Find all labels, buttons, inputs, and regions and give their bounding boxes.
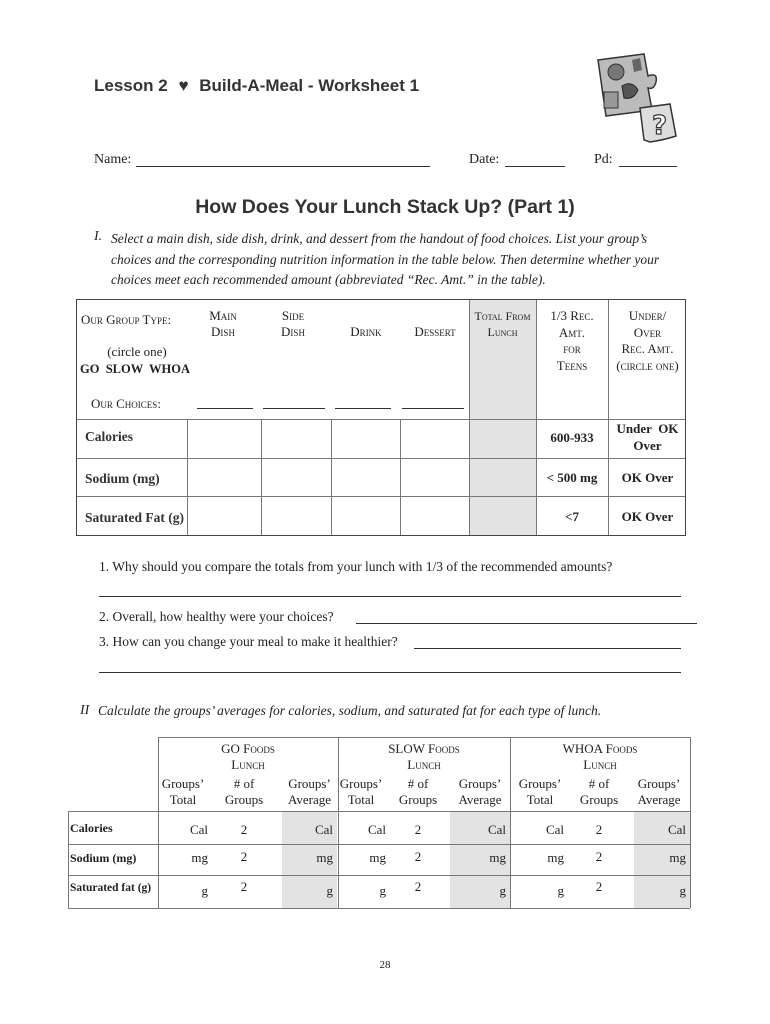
section1-numeral: I. (94, 229, 103, 244)
go-calories-count: 2 (240, 822, 248, 837)
go-groups-total-header: Groups’ Total (161, 776, 205, 807)
side-dish-choice-field[interactable] (263, 408, 325, 409)
lesson-heading (94, 76, 419, 96)
whoa-satfat-average[interactable]: g (679, 883, 686, 898)
row-satfat-options[interactable]: OK Over (621, 509, 674, 524)
question-1-answer-line[interactable] (99, 596, 681, 597)
section1-instructions: Select a main dish, side dish, drink, and dessert from the handout of food choices. List your group’s choices and the corresponding nutrition information in the table below. Then determine whether your choices meet each recommended amount (abbreviated “Rec. Amt.” in the table). (111, 231, 660, 287)
drink-choice-field[interactable] (335, 408, 391, 409)
slow-groups-average-header: Groups’ Average (458, 776, 502, 807)
go-sodium-total[interactable]: mg (191, 850, 208, 865)
row-sodium-rec: < 500 mg (546, 470, 598, 485)
section2-numeral: II (80, 703, 90, 718)
worksheet-title: Build-A-Meal - Worksheet 1 (199, 76, 420, 95)
go-sodium-count: 2 (240, 849, 248, 864)
date-label: Date: (469, 152, 500, 167)
whoa-calories-total[interactable]: Cal (545, 822, 564, 837)
slow-satfat-count: 2 (414, 879, 422, 894)
col-total-from-lunch: Total From Lunch (474, 309, 531, 339)
whoa-sodium-total[interactable]: mg (547, 850, 564, 865)
slow-satfat-average[interactable]: g (499, 883, 506, 898)
date-field[interactable] (505, 166, 565, 167)
svg-text:?: ? (652, 111, 668, 141)
page-number: 28 (379, 959, 391, 971)
row-sodium-label: Sodium (mg) (85, 471, 160, 486)
go-groups-average-header: Groups’ Average (287, 776, 332, 807)
row-calories-label: Calories (85, 429, 133, 444)
our-choices-label: Our Choices: (91, 396, 161, 411)
col-rec-amount: 1/3 Rec. Amt. for Teens (550, 308, 594, 373)
go-num-groups-header: # of Groups (224, 776, 264, 807)
row-calories-rec: 600-933 (550, 430, 594, 445)
question-2: 2. Overall, how healthy were your choices? (99, 609, 334, 624)
col-side-dish: Side Dish (281, 308, 305, 339)
slow-calories-total[interactable]: Cal (367, 822, 386, 837)
go-calories-average[interactable]: Cal (314, 822, 333, 837)
choices-table (76, 299, 686, 536)
col-under-over: Under/ Over Rec. Amt. (circle one) (616, 308, 679, 373)
slow-sodium-total[interactable]: mg (369, 850, 386, 865)
whoa-num-groups-header: # of Groups (579, 776, 619, 807)
name-field[interactable] (136, 166, 430, 167)
slow-satfat-total[interactable]: g (379, 883, 386, 898)
pd-field[interactable] (619, 166, 677, 167)
group-type-label: Our Group Type: (81, 312, 172, 327)
averages-table (68, 737, 690, 908)
go-satfat-average[interactable]: g (326, 883, 333, 898)
pd-label: Pd: (594, 152, 613, 167)
question-1: 1. Why should you compare the totals from your lunch with 1/3 of the recommended amounts? (99, 559, 613, 574)
puzzle-food-icon (592, 50, 680, 145)
lesson-number: Lesson 2 (94, 76, 168, 95)
dessert-choice-field[interactable] (402, 408, 464, 409)
question-2-answer-line[interactable] (356, 623, 697, 624)
whoa-satfat-count: 2 (595, 879, 603, 894)
slow-sodium-count: 2 (414, 849, 422, 864)
whoa-calories-count: 2 (595, 822, 603, 837)
main-dish-choice-field[interactable] (197, 408, 253, 409)
question-3-answer-line-2[interactable] (99, 672, 681, 673)
question-3-answer-line[interactable] (414, 648, 681, 649)
heart-icon: ♥ (178, 76, 189, 95)
go-calories-total[interactable]: Cal (189, 822, 208, 837)
slow-calories-average[interactable]: Cal (487, 822, 506, 837)
t2-row-calories-label: Calories (70, 821, 113, 835)
t2-row-satfat-label: Saturated fat (g) (70, 882, 152, 894)
slow-calories-count: 2 (414, 822, 422, 837)
slow-sodium-average[interactable]: mg (489, 850, 506, 865)
whoa-foods-header: WHOA Foods Lunch (562, 741, 638, 772)
main-title: How Does Your Lunch Stack Up? (Part 1) (195, 196, 575, 218)
go-satfat-total[interactable]: g (201, 883, 208, 898)
whoa-sodium-average[interactable]: mg (669, 850, 686, 865)
go-foods-header: GO Foods Lunch (221, 741, 275, 772)
whoa-groups-total-header: Groups’ Total (518, 776, 562, 807)
col-drink: Drink (350, 324, 382, 339)
group-type-options[interactable]: GO SLOW WHOA (80, 362, 190, 376)
go-sodium-average[interactable]: mg (316, 850, 333, 865)
col-dessert: Dessert (414, 324, 456, 339)
whoa-satfat-total[interactable]: g (557, 883, 564, 898)
row-sodium-options[interactable]: OK Over (621, 470, 674, 485)
col-main-dish: Main Dish (209, 308, 237, 339)
question-3: 3. How can you change your meal to make it healthier? (99, 634, 398, 649)
row-calories-options[interactable]: Under OK Over (616, 421, 679, 453)
whoa-calories-average[interactable]: Cal (667, 822, 686, 837)
slow-groups-total-header: Groups’ Total (339, 776, 383, 807)
name-label: Name: (94, 152, 132, 167)
slow-num-groups-header: # of Groups (398, 776, 438, 807)
row-satfat-label: Saturated Fat (g) (85, 510, 184, 525)
row-satfat-rec: <7 (565, 509, 579, 524)
section2-instructions: Calculate the groups’ averages for calories, sodium, and saturated fat for each type of lunch. (98, 703, 602, 718)
slow-foods-header: SLOW Foods Lunch (388, 741, 460, 772)
go-satfat-count: 2 (240, 879, 248, 894)
whoa-sodium-count: 2 (595, 849, 603, 864)
circle-one-label: (circle one) (107, 344, 167, 359)
t2-row-sodium-label: Sodium (mg) (70, 851, 137, 865)
whoa-groups-average-header: Groups’ Average (637, 776, 681, 807)
